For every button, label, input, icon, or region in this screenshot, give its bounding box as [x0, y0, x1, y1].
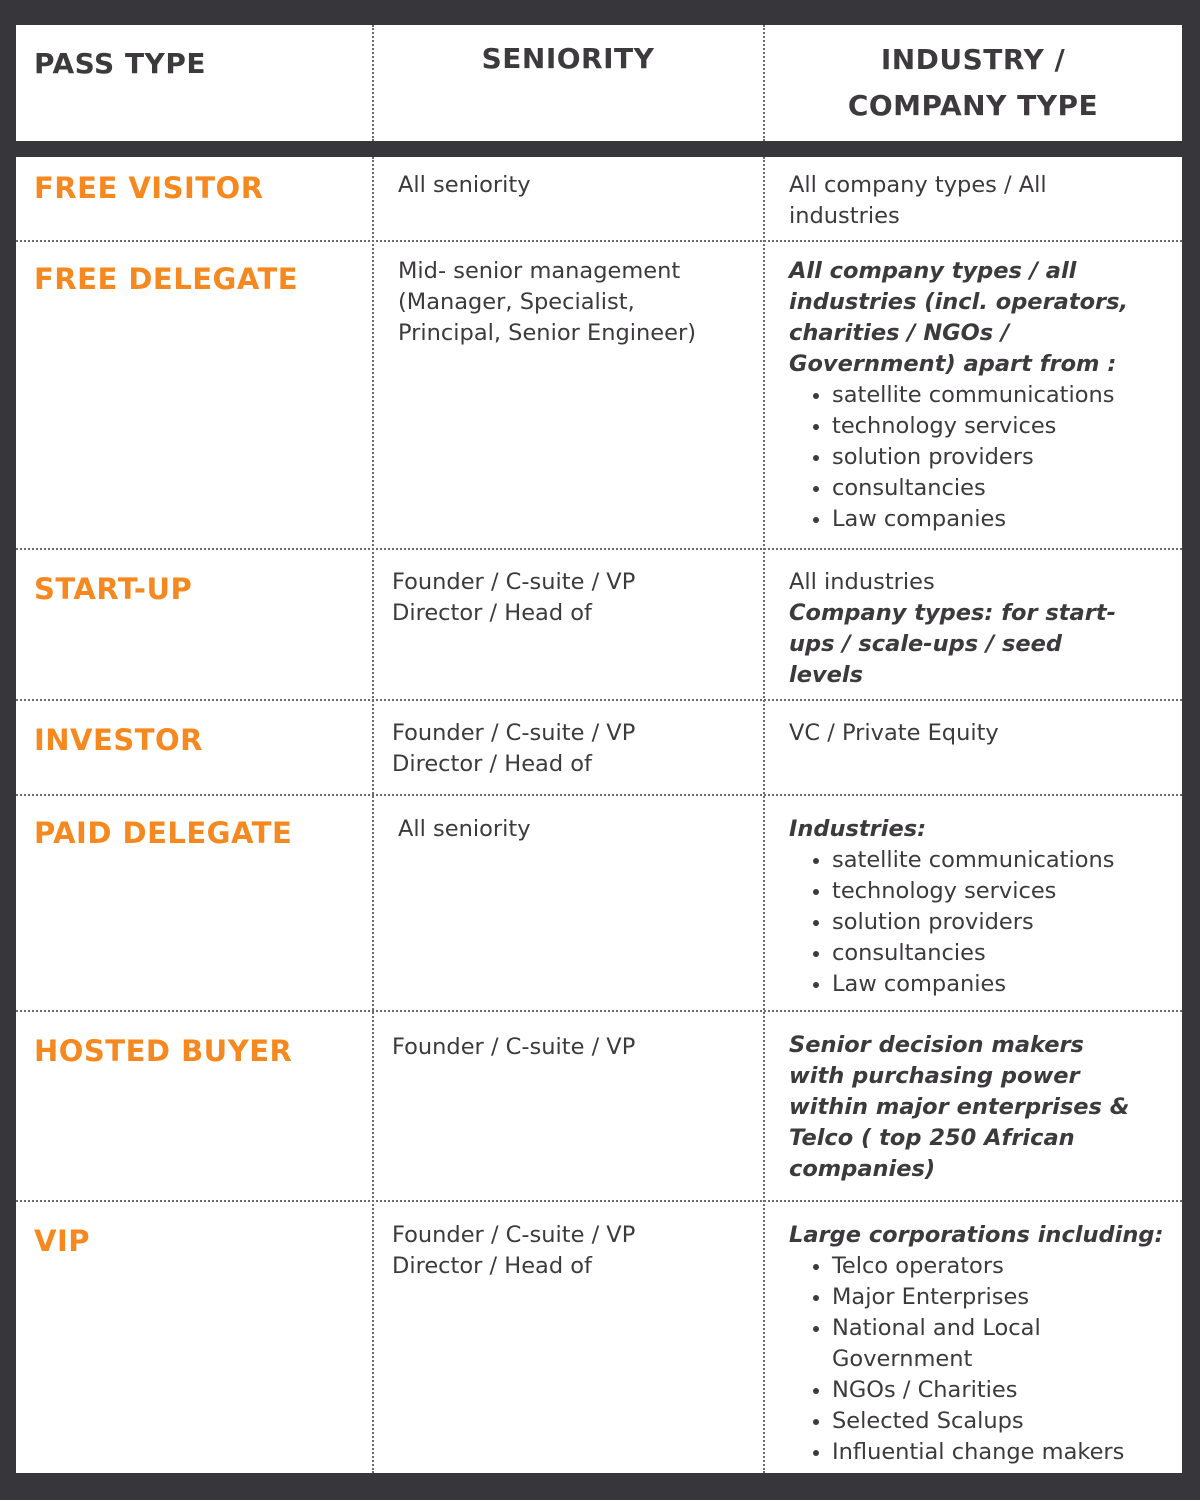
excluded-industries-list	[789, 380, 1174, 535]
list-item: satellite communications	[789, 380, 1174, 411]
pass-type-label: FREE VISITOR	[34, 171, 264, 205]
list-item: Influential change makers	[789, 1437, 1174, 1468]
corporations-list	[789, 1251, 1174, 1468]
pass-type-label: VIP	[34, 1224, 90, 1258]
seniority-cell: Founder / C-suite / VP Director / Head of	[392, 1222, 636, 1279]
seniority-cell: Mid- senior management (Manager, Specialist, Principal, Senior Engineer)	[398, 258, 696, 346]
industry-cell: All industries Company types: for start- ups / scale-ups / seed levels	[789, 569, 1116, 688]
industry-cell: All company types / all industries (incl. operators, charities / NGOs / Government) apart from : satellite communications technology services solution providers consultancies Law companies	[789, 256, 1174, 535]
seniority-cell: All seniority	[398, 172, 531, 198]
list-item: consultancies	[789, 938, 1174, 969]
list-item: National and Local Government	[789, 1313, 1062, 1375]
industries-list	[789, 845, 1174, 1000]
list-item: Major Enterprises	[789, 1282, 1174, 1313]
table-row	[16, 157, 1182, 240]
seniority-cell: Founder / C-suite / VP	[392, 1034, 636, 1060]
list-item: technology services	[789, 411, 1174, 442]
table-row	[16, 699, 1182, 796]
list-item: NGOs / Charities	[789, 1375, 1174, 1406]
industry-cell: Large corporations including: Telco operators Major Enterprises National and Local Government NGOs / Charities Selected Scalups Influential change makers	[789, 1220, 1174, 1468]
pass-type-label: PAID DELEGATE	[34, 816, 293, 850]
header-seniority: SENIORITY	[481, 42, 655, 75]
industry-cell: Industries: satellite communications technology services solution providers consultancies Law companies	[789, 814, 1174, 1000]
industry-cell: VC / Private Equity	[789, 720, 999, 746]
list-item: solution providers	[789, 907, 1174, 938]
pass-type-label: INVESTOR	[34, 723, 203, 757]
table-row	[16, 240, 1182, 550]
table-row	[16, 548, 1182, 701]
industry-cell: Senior decision makers with purchasing power within major enterprises & Telco ( top 250 African companies)	[789, 1032, 1130, 1182]
pass-type-label: START-UP	[34, 572, 193, 606]
seniority-cell: All seniority	[398, 816, 531, 842]
table-body	[16, 157, 1182, 1473]
pass-type-label: FREE DELEGATE	[34, 262, 299, 296]
table-row	[16, 1200, 1182, 1475]
seniority-cell: Founder / C-suite / VP Director / Head of	[392, 569, 636, 626]
list-item: Telco operators	[789, 1251, 1174, 1282]
list-item: Law companies	[789, 504, 1174, 535]
table-header	[16, 25, 1182, 141]
seniority-cell: Founder / C-suite / VP Director / Head of	[392, 720, 636, 777]
list-item: technology services	[789, 876, 1174, 907]
table-row	[16, 794, 1182, 1012]
list-item: satellite communications	[789, 845, 1174, 876]
list-item: Selected Scalups	[789, 1406, 1174, 1437]
list-item: consultancies	[789, 473, 1174, 504]
pass-type-label: HOSTED BUYER	[34, 1034, 293, 1068]
header-pass-type: PASS TYPE	[34, 47, 206, 80]
industry-cell: All company types / All industries	[789, 172, 1047, 229]
list-item: solution providers	[789, 442, 1174, 473]
header-industry: INDUSTRY / COMPANY TYPE	[847, 43, 1099, 122]
table-row	[16, 1010, 1182, 1202]
list-item: Law companies	[789, 969, 1174, 1000]
